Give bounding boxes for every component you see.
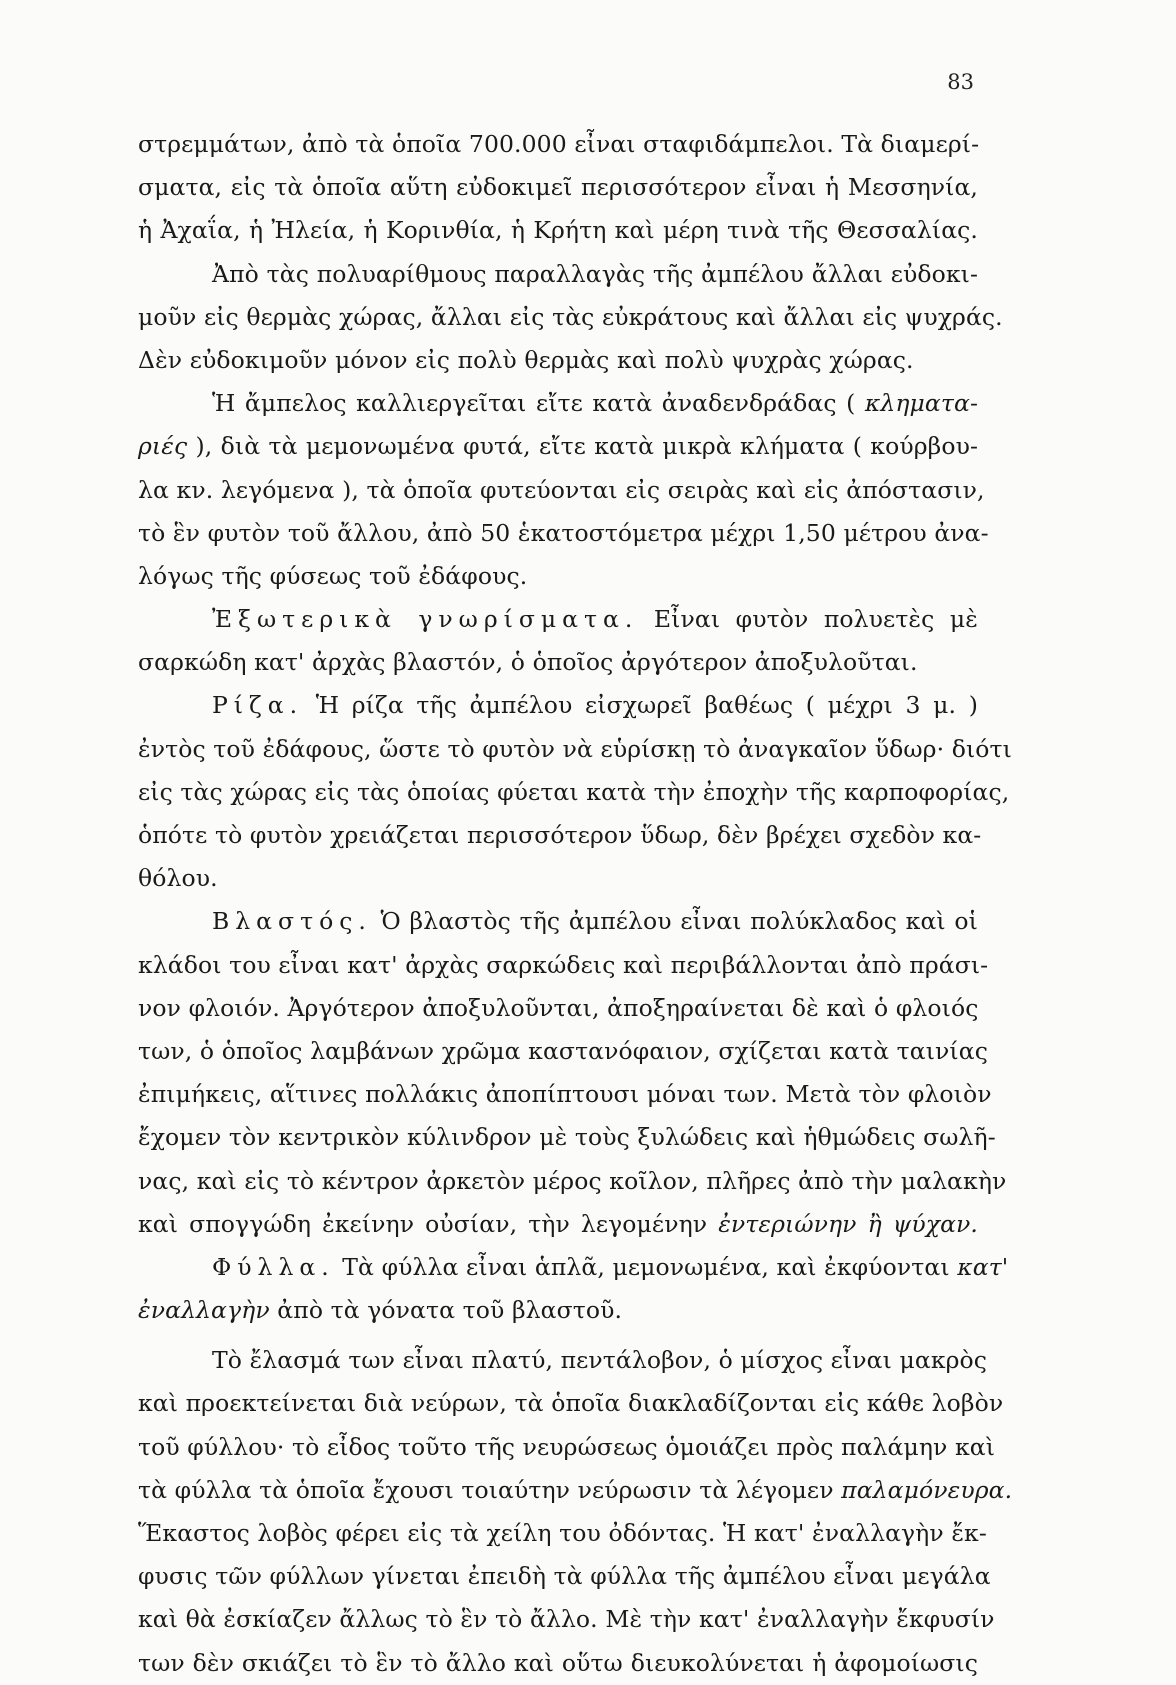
- italic-term: κληματα-: [864, 389, 978, 418]
- text-segment: ἡ Ἀχαΐα, ἡ Ἠλεία, ἡ Κορινθία, ἡ Κρήτη καὶ μέρη τινὰ τῆς Θεσσαλίας.: [138, 216, 978, 245]
- text-line: [138, 166, 978, 209]
- text-line: [138, 209, 978, 252]
- text-line: [138, 857, 978, 900]
- text-line: [138, 1203, 978, 1246]
- text-segment: των, ὁ ὁποῖος λαμβάνων χρῶμα καστανόφαιον, σχίζεται κατὰ ταινίας: [138, 1036, 988, 1065]
- text-line: [138, 987, 978, 1030]
- text-segment: μοῦν εἰς θερμὰς χώρας, ἄλλαι εἰς τὰς εὐκράτους καὶ ἄλλαι εἰς ψυχράς.: [138, 302, 1003, 331]
- italic-term: ριές: [138, 432, 188, 461]
- italic-term: ἐναλλαγὴν: [138, 1296, 270, 1325]
- text-line: [138, 1160, 1007, 1203]
- text-segment: τὸ ἓν φυτὸν τοῦ ἄλλου, ἀπὸ 50 ἑκατοστόμετρα μέχρι 1,50 μέτρου ἀνα-: [138, 518, 989, 547]
- text-segment: θόλου.: [138, 864, 218, 893]
- text-segment: Ὁ βλαστὸς τῆς ἀμπέλου εἶναι πολύκλαδος καὶ οἱ: [371, 907, 978, 936]
- text-segment: καὶ σπογγώδη ἐκείνην οὐσίαν, τὴν λεγομένην: [138, 1209, 719, 1238]
- text-line: [138, 1512, 987, 1555]
- italic-term: ἐντεριώνην ἢ ψύχαν.: [718, 1209, 978, 1238]
- text-segment: Τὸ ἔλασμά των εἶναι πλατύ, πεντάλοβον, ὁ μίσχος εἶναι μακρὸς: [212, 1346, 988, 1375]
- text-line: [138, 944, 989, 987]
- text-line: [138, 469, 985, 512]
- text-segment: ὁπότε τὸ φυτὸν χρειάζεται περισσότερον ὕδωρ, δὲν βρέχει σχεδὸν κα-: [138, 821, 982, 849]
- text-segment: ἀπὸ τὰ γόνατα τοῦ βλαστοῦ.: [269, 1296, 623, 1325]
- text-segment: τὰ φύλλα τὰ ὁποῖα ἔχουσι τοιαύτην νεύρωσιν τὰ λέγομεν: [138, 1475, 842, 1504]
- text-segment: εἰς τὰς χώρας εἰς τὰς ὁποίας φύεται κατὰ τὴν ἐποχὴν τῆς καρποφορίας,: [138, 777, 1010, 806]
- italic-term: παλαμόνευρα.: [841, 1475, 1013, 1504]
- text-segment: καὶ προεκτείνεται διὰ νεύρων, τὰ ὁποῖα διακλαδίζονται εἰς κάθε λοβὸν: [138, 1389, 1004, 1418]
- text-segment: ἔχομεν τὸν κεντρικὸν κύλινδρον μὲ τοὺς ξυλώδεις καὶ ἡθμώδεις σωλῆ-: [138, 1123, 996, 1152]
- text-line: [138, 339, 978, 382]
- text-line: [138, 555, 978, 598]
- text-segment: λα κν. λεγόμενα ), τὰ ὁποῖα φυτεύονται εἰς σειρὰς καὶ εἰς ἀπόστασιν,: [138, 475, 985, 504]
- body-text: [138, 123, 1013, 1685]
- text-line: [138, 123, 978, 166]
- text-line: [138, 1598, 995, 1641]
- section-heading: Βλαστός.: [212, 907, 372, 936]
- text-line: [138, 253, 978, 296]
- text-segment: φυσις τῶν φύλλων γίνεται ἐπειδὴ τὰ φύλλα τῆς ἀμπέλου εἶναι μεγάλα: [138, 1562, 991, 1591]
- text-segment: Ἀπὸ τὰς πολυαρίθμους παραλλαγὰς τῆς ἀμπέλου ἄλλαι εὐδοκι-: [212, 259, 978, 288]
- text-line: [138, 1073, 992, 1116]
- text-line: [138, 1246, 1009, 1289]
- text-line: [138, 641, 978, 684]
- text-line: [138, 512, 989, 555]
- text-segment: Δὲν εὐδοκιμοῦν μόνον εἰς πολὺ θερμὰς καὶ πολὺ ψυχρὰς χώρας.: [138, 345, 914, 374]
- section-heading: Ἐξωτερικὰ γνωρίσματα.: [212, 605, 639, 634]
- text-line: [138, 814, 982, 857]
- page-number: 83: [947, 70, 974, 94]
- text-segment: Εἶναι φυτὸν πολυετὲς μὲ: [638, 605, 978, 634]
- section-heading: Ρίζα.: [212, 691, 304, 720]
- text-segment: Ἕκαστος λοβὸς φέρει εἰς τὰ χείλη του ὀδόντας. Ἡ κατ' ἐναλλαγὴν ἔκ-: [138, 1519, 987, 1547]
- text-segment: στρεμμάτων, ἀπὸ τὰ ὁποῖα 700.000 εἶναι σταφιδάμπελοι. Τὰ διαμερί-: [138, 130, 980, 158]
- text-segment: λόγως τῆς φύσεως τοῦ ἐδάφους.: [138, 561, 528, 590]
- text-segment: κλάδοι του εἶναι κατ' ἀρχὰς σαρκώδεις καὶ περιβάλλονται ἀπὸ πράσι-: [138, 950, 989, 979]
- text-line: [138, 296, 1003, 339]
- text-line: [138, 1469, 1013, 1512]
- text-segment: ), διὰ τὰ μεμονωμένα φυτά, εἴτε κατὰ μικρὰ κλήματα ( κούρβου-: [187, 432, 978, 461]
- text-line: [138, 728, 1012, 771]
- text-segment: Τὰ φύλλα εἶναι ἁπλᾶ, μεμονωμένα, καὶ ἐκφύονται: [334, 1252, 958, 1281]
- text-segment: νον φλοιόν. Ἀργότερον ἀποξυλοῦνται, ἀποξηραίνεται δὲ καὶ ὁ φλοιός: [138, 993, 979, 1022]
- text-segment: Ἡ ρίζα τῆς ἀμπέλου εἰσχωρεῖ βαθέως ( μέχρι 3 μ. ): [303, 691, 978, 720]
- text-segment: των δὲν σκιάζει τὸ ἓν τὸ ἄλλο καὶ οὕτω διευκολύνεται ἡ ἀφομοίωσις: [138, 1648, 978, 1677]
- text-segment: σαρκώδη κατ' ἀρχὰς βλαστόν, ὁ ὁποῖος ἀργότερον ἀποξυλοῦται.: [138, 648, 918, 677]
- text-line: [138, 1555, 991, 1598]
- text-line: [138, 1289, 978, 1332]
- text-line: [138, 1642, 978, 1685]
- text-line: [138, 382, 978, 425]
- text-segment: Ἡ ἄμπελος καλλιεργεῖται εἴτε κατὰ ἀναδενδράδας (: [212, 389, 865, 418]
- text-line: [138, 684, 978, 727]
- text-segment: ἐντὸς τοῦ ἐδάφους, ὥστε τὸ φυτὸν νὰ εὑρίσκῃ τὸ ἀναγκαῖον ὕδωρ· διότι: [138, 734, 1012, 763]
- text-segment: καὶ θὰ ἐσκίαζεν ἄλλως τὸ ἓν τὸ ἄλλο. Μὲ τὴν κατ' ἐναλλαγὴν ἔκφυσίν: [138, 1605, 995, 1634]
- text-line: [138, 1116, 996, 1159]
- text-line: [138, 1339, 988, 1382]
- text-line: [138, 1426, 996, 1469]
- text-segment: ἐπιμήκεις, αἵτινες πολλάκις ἀποπίπτουσι μόναι των. Μετὰ τὸν φλοιὸν: [138, 1080, 992, 1109]
- text-segment: τοῦ φύλλου· τὸ εἶδος τοῦτο τῆς νευρώσεως ὁμοιάζει πρὸς παλάμην καὶ: [138, 1432, 996, 1461]
- section-heading: Φύλλα.: [212, 1252, 335, 1281]
- text-line: [138, 425, 978, 468]
- italic-term: κατ': [957, 1252, 1009, 1281]
- text-line: [138, 598, 978, 641]
- text-segment: νας, καὶ εἰς τὸ κέντρον ἀρκετὸν μέρος κοῖλον, πλῆρες ἀπὸ τὴν μαλακὴν: [138, 1166, 1007, 1195]
- text-line: [138, 771, 1010, 814]
- text-line: [138, 900, 978, 943]
- text-line: [138, 1382, 1004, 1425]
- text-line: [138, 1030, 988, 1073]
- text-segment: σματα, εἰς τὰ ὁποῖα αὕτη εὐδοκιμεῖ περισσότερον εἶναι ἡ Μεσσηνία,: [138, 173, 978, 202]
